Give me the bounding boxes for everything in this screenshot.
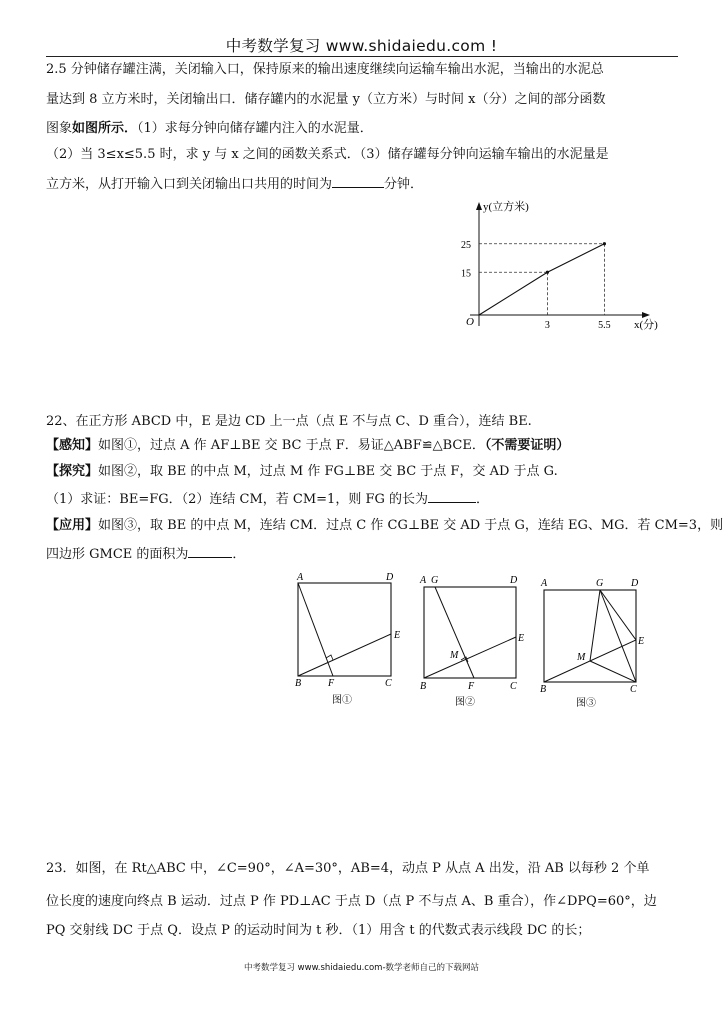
figure-3-caption: 图③ (576, 698, 596, 709)
q22-line-6a: 四边形 GMCE 的面积为 (46, 547, 189, 562)
y-axis-label: y(立方米) (483, 201, 529, 213)
q21-line-5b: 分钟． (384, 177, 424, 192)
q21-line-5a: 立方米，从打开输入口到关闭输出口共用的时间为 (46, 177, 333, 192)
square-abcd (424, 587, 516, 678)
segment-be (298, 634, 391, 676)
page-header: 中考数学复习 www.shidaiedu.com ! (225, 37, 498, 55)
segment-gm (590, 590, 600, 661)
label-a: A (541, 578, 548, 589)
label-e: E (638, 636, 645, 647)
q22-tag-perceive: 【感知】 (46, 438, 99, 453)
q23-line-3: PQ 交射线 DC 于点 Q．设点 P 的运动时间为 t 秒．（1）用含 t 的代数式表示线段 DC 的长； (46, 923, 591, 938)
label-e: E (394, 630, 401, 641)
q21-line-3c: （1）求每分钟向储存罐内注入的水泥量． (137, 121, 373, 136)
label-f: F (468, 681, 475, 692)
q23-line-2: 位长度的速度向终点 B 运动．过点 P 作 PD⊥AC 于点 D（点 P 不与点 A、B 重合），作∠DPQ=60°，边 (46, 894, 657, 909)
square-abcd (544, 590, 636, 682)
label-c: C (385, 678, 392, 689)
label-e: E (518, 633, 525, 644)
segment-af (298, 583, 333, 676)
label-m: M (577, 652, 586, 663)
q23-line-1: 23．如图，在 Rt△ABC 中，∠C=90°，∠A=30°，AB=4，动点 P 从点 A 出发，沿 AB 以每秒 2 个单 (46, 861, 650, 876)
label-b: B (540, 684, 547, 695)
figure-2 (419, 575, 524, 708)
q22-line-2-text: 如图①，过点 A 作 AF⊥BE 交 BC 于点 F．易证△ABF≌△BCE． (98, 438, 485, 453)
q22-line-4a: （1）求证：BE=FG．（2）连结 CM，若 CM=1，则 FG 的长为 (46, 492, 428, 507)
figure-2-caption: 图② (455, 697, 475, 708)
q21-line-2: 量达到 8 立方米时，关闭输出口．储存罐内的水泥量 y（立方米）与时间 x（分）之间的部分函数 (46, 92, 606, 107)
q22-tag-apply: 【应用】 (46, 518, 99, 533)
label-a: A (297, 572, 304, 583)
q22-line-5-text: 如图③，取 BE 的中点 M，连结 CM．过点 C 作 CG⊥BE 交 AD 于点 G，连结 EG、MG．若 CM=3，则 (98, 518, 723, 533)
label-g: G (596, 578, 604, 589)
label-b: B (295, 678, 302, 689)
q22-tag-explore: 【探究】 (46, 464, 99, 479)
figure-1 (295, 572, 400, 706)
q21-line-4: （2）当 3≤x≤5.5 时，求 y 与 x 之间的函数关系式．（3）储存罐每分钟向运输车输出的水泥量是 (46, 147, 609, 162)
label-g: G (431, 575, 439, 586)
label-a: A (420, 575, 427, 586)
label-f: F (328, 678, 335, 689)
figure-1-caption: 图① (332, 695, 352, 706)
q22-line-1: 22、在正方形 ABCD 中，E 是边 CD 上一点（点 E 不与点 C、D 重合），连结 BE. (46, 414, 532, 429)
label-m: M (450, 650, 459, 661)
figure-3 (540, 578, 644, 709)
y-tick-label: 25 (461, 239, 471, 251)
label-d: D (386, 572, 394, 583)
label-b: B (420, 681, 427, 692)
q22-line-3-text: 如图②，取 BE 的中点 M，过点 M 作 FG⊥BE 交 BC 于点 F，交 AD 于点 G. (98, 464, 558, 479)
q21-line-3a: 图象 (46, 121, 73, 136)
segment-be (424, 637, 516, 678)
q21-line-1: 2.5 分钟储存罐注满，关闭输入口，保持原来的输出速度继续向运输车输出水泥，当输出的水泥总 (46, 62, 604, 77)
q22-line-2-note: （不需要证明） (484, 438, 570, 453)
label-d: D (510, 575, 518, 586)
label-c: C (510, 681, 517, 692)
x-tick-label: 5.5 (598, 320, 611, 331)
q22-line-4b: ． (476, 492, 490, 507)
page-footer: 中考数学复习 www.shidaiedu.com-数学老师自己的下载网站 (243, 963, 480, 973)
label-d: D (631, 578, 639, 589)
x-axis-label: x(分) (634, 319, 658, 331)
q22-line-6b: ． (232, 547, 246, 562)
y-tick-label: 15 (461, 268, 471, 280)
origin-label: O (466, 316, 474, 328)
segment-ge (600, 590, 636, 640)
label-c: C (630, 684, 637, 695)
x-tick-label: 3 (544, 320, 550, 331)
square-abcd (298, 583, 391, 676)
q21-line-3b: 如图所示． (72, 121, 138, 136)
